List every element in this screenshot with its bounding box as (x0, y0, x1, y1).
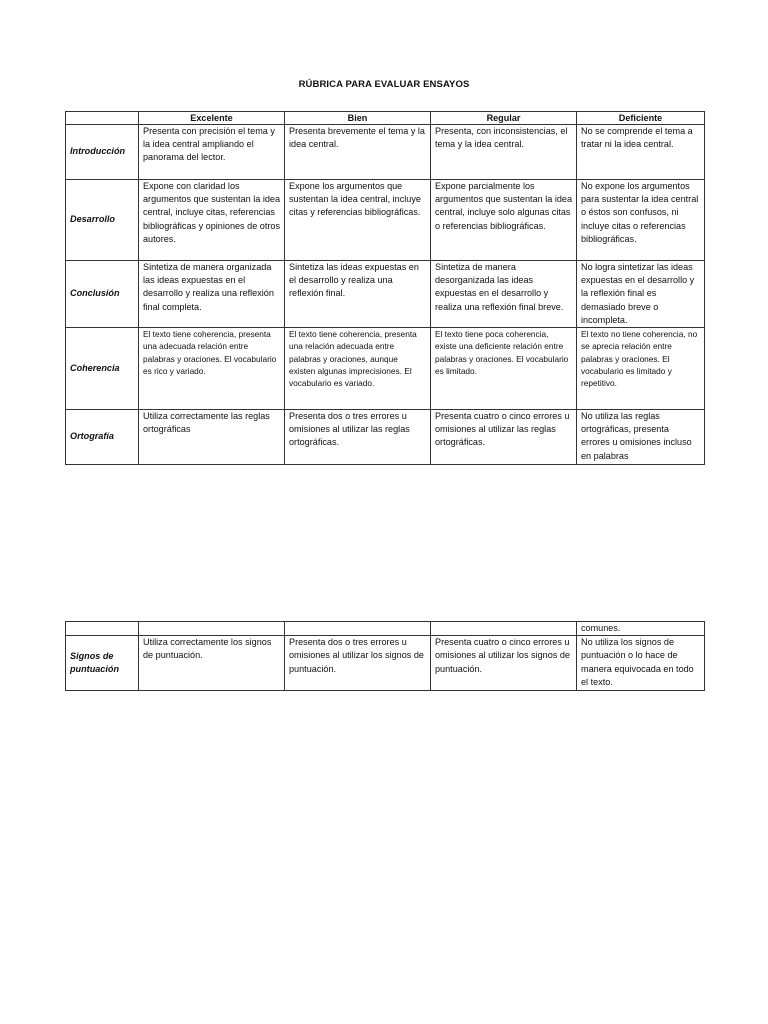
row-label: Ortografía (66, 410, 139, 465)
table-cell: Presenta dos o tres errores u omisiones al utilizar las reglas ortográficas. (285, 410, 431, 465)
header-cell-excelente: Excelente (139, 112, 285, 125)
header-cell-regular: Regular (431, 112, 577, 125)
header-cell-bien: Bien (285, 112, 431, 125)
table-cell: Presenta, con inconsistencias, el tema y la idea central. (431, 125, 577, 180)
table-cell: Presenta dos o tres errores u omisiones al utilizar los signos de puntuación. (285, 636, 431, 691)
table-cell: Presenta con precisión el tema y la idea central ampliando el panorama del lector. (139, 125, 285, 180)
table-cell: Expone parcialmente los argumentos que sustentan la idea central, incluye solo algunas citas o referencias bibliográficas. (431, 180, 577, 261)
document-title: RÚBRICA PARA EVALUAR ENSAYOS (298, 79, 470, 90)
table-cell: No expone los argumentos para sustentar la idea central o éstos son confusos, ni incluye citas o referencias bibliográficas. (577, 180, 705, 261)
table-cell: Presenta cuatro o cinco errores u omisiones al utilizar las reglas ortográficas. (431, 410, 577, 465)
table-row (66, 328, 705, 410)
row-label: Coherencia (66, 328, 139, 410)
table-cell: No se comprende el tema a tratar ni la idea central. (577, 125, 705, 180)
table-header-row (66, 112, 705, 125)
header-cell-deficiente: Deficiente (577, 112, 705, 125)
row-label: Introducción (66, 125, 139, 180)
continuation-row (66, 622, 705, 636)
row-label: Conclusión (66, 261, 139, 328)
table-cell: El texto tiene coherencia, presenta una relación adecuada entre palabras y oraciones, aunque existen algunas imprecisiones. El vocabulario es variado. (285, 328, 431, 410)
row-label: Signos de puntuación (66, 636, 139, 691)
rubric-table-continued (65, 621, 705, 691)
table-cell (431, 622, 577, 636)
table-cell: Presenta cuatro o cinco errores u omisiones al utilizar los signos de puntuación. (431, 636, 577, 691)
table-cell: Expone los argumentos que sustentan la idea central, incluye citas y referencias bibliográficas. (285, 180, 431, 261)
table-cell: Sintetiza de manera organizada las ideas expuestas en el desarrollo y realiza una reflexión final completa. (139, 261, 285, 328)
table-cell (139, 622, 285, 636)
table-cell: No utiliza las reglas ortográficas, presenta errores u omisiones incluso en palabras (577, 410, 705, 465)
table-row (66, 125, 705, 180)
table-row (66, 180, 705, 261)
table-row (66, 410, 705, 465)
table-row (66, 261, 705, 328)
table-cell: Sintetiza de manera desorganizada las ideas expuestas en el desarrollo y realiza una reflexión final breve. (431, 261, 577, 328)
table-cell: El texto tiene coherencia, presenta una adecuada relación entre palabras y oraciones. El vocabulario es rico y variado. (139, 328, 285, 410)
table-cell: comunes. (577, 622, 705, 636)
table-row (66, 636, 705, 691)
header-cell-empty (66, 112, 139, 125)
table-cell: No logra sintetizar las ideas expuestas en el desarrollo y la reflexión final es demasiado breve o incompleta. (577, 261, 705, 328)
table-cell: Expone con claridad los argumentos que sustentan la idea central, incluye citas, referencias bibliográficas y opiniones de otros autores. (139, 180, 285, 261)
table-cell: Sintetiza las ideas expuestas en el desarrollo y realiza una reflexión final. (285, 261, 431, 328)
table-cell (66, 622, 139, 636)
row-label: Desarrollo (66, 180, 139, 261)
table-cell (285, 622, 431, 636)
table-cell: El texto no tiene coherencia, no se aprecia relación entre palabras y oraciones. El vocabulario es limitado y repetitivo. (577, 328, 705, 410)
table-cell: Presenta brevemente el tema y la idea central. (285, 125, 431, 180)
table-cell: Utiliza correctamente los signos de puntuación. (139, 636, 285, 691)
table-cell: El texto tiene poca coherencia, existe una deficiente relación entre palabras y oraciones. El vocabulario es limitado. (431, 328, 577, 410)
table-cell: Utiliza correctamente las reglas ortográficas (139, 410, 285, 465)
rubric-table (65, 111, 705, 465)
table-cell: No utiliza los signos de puntuación o lo hace de manera equivocada en todo el texto. (577, 636, 705, 691)
